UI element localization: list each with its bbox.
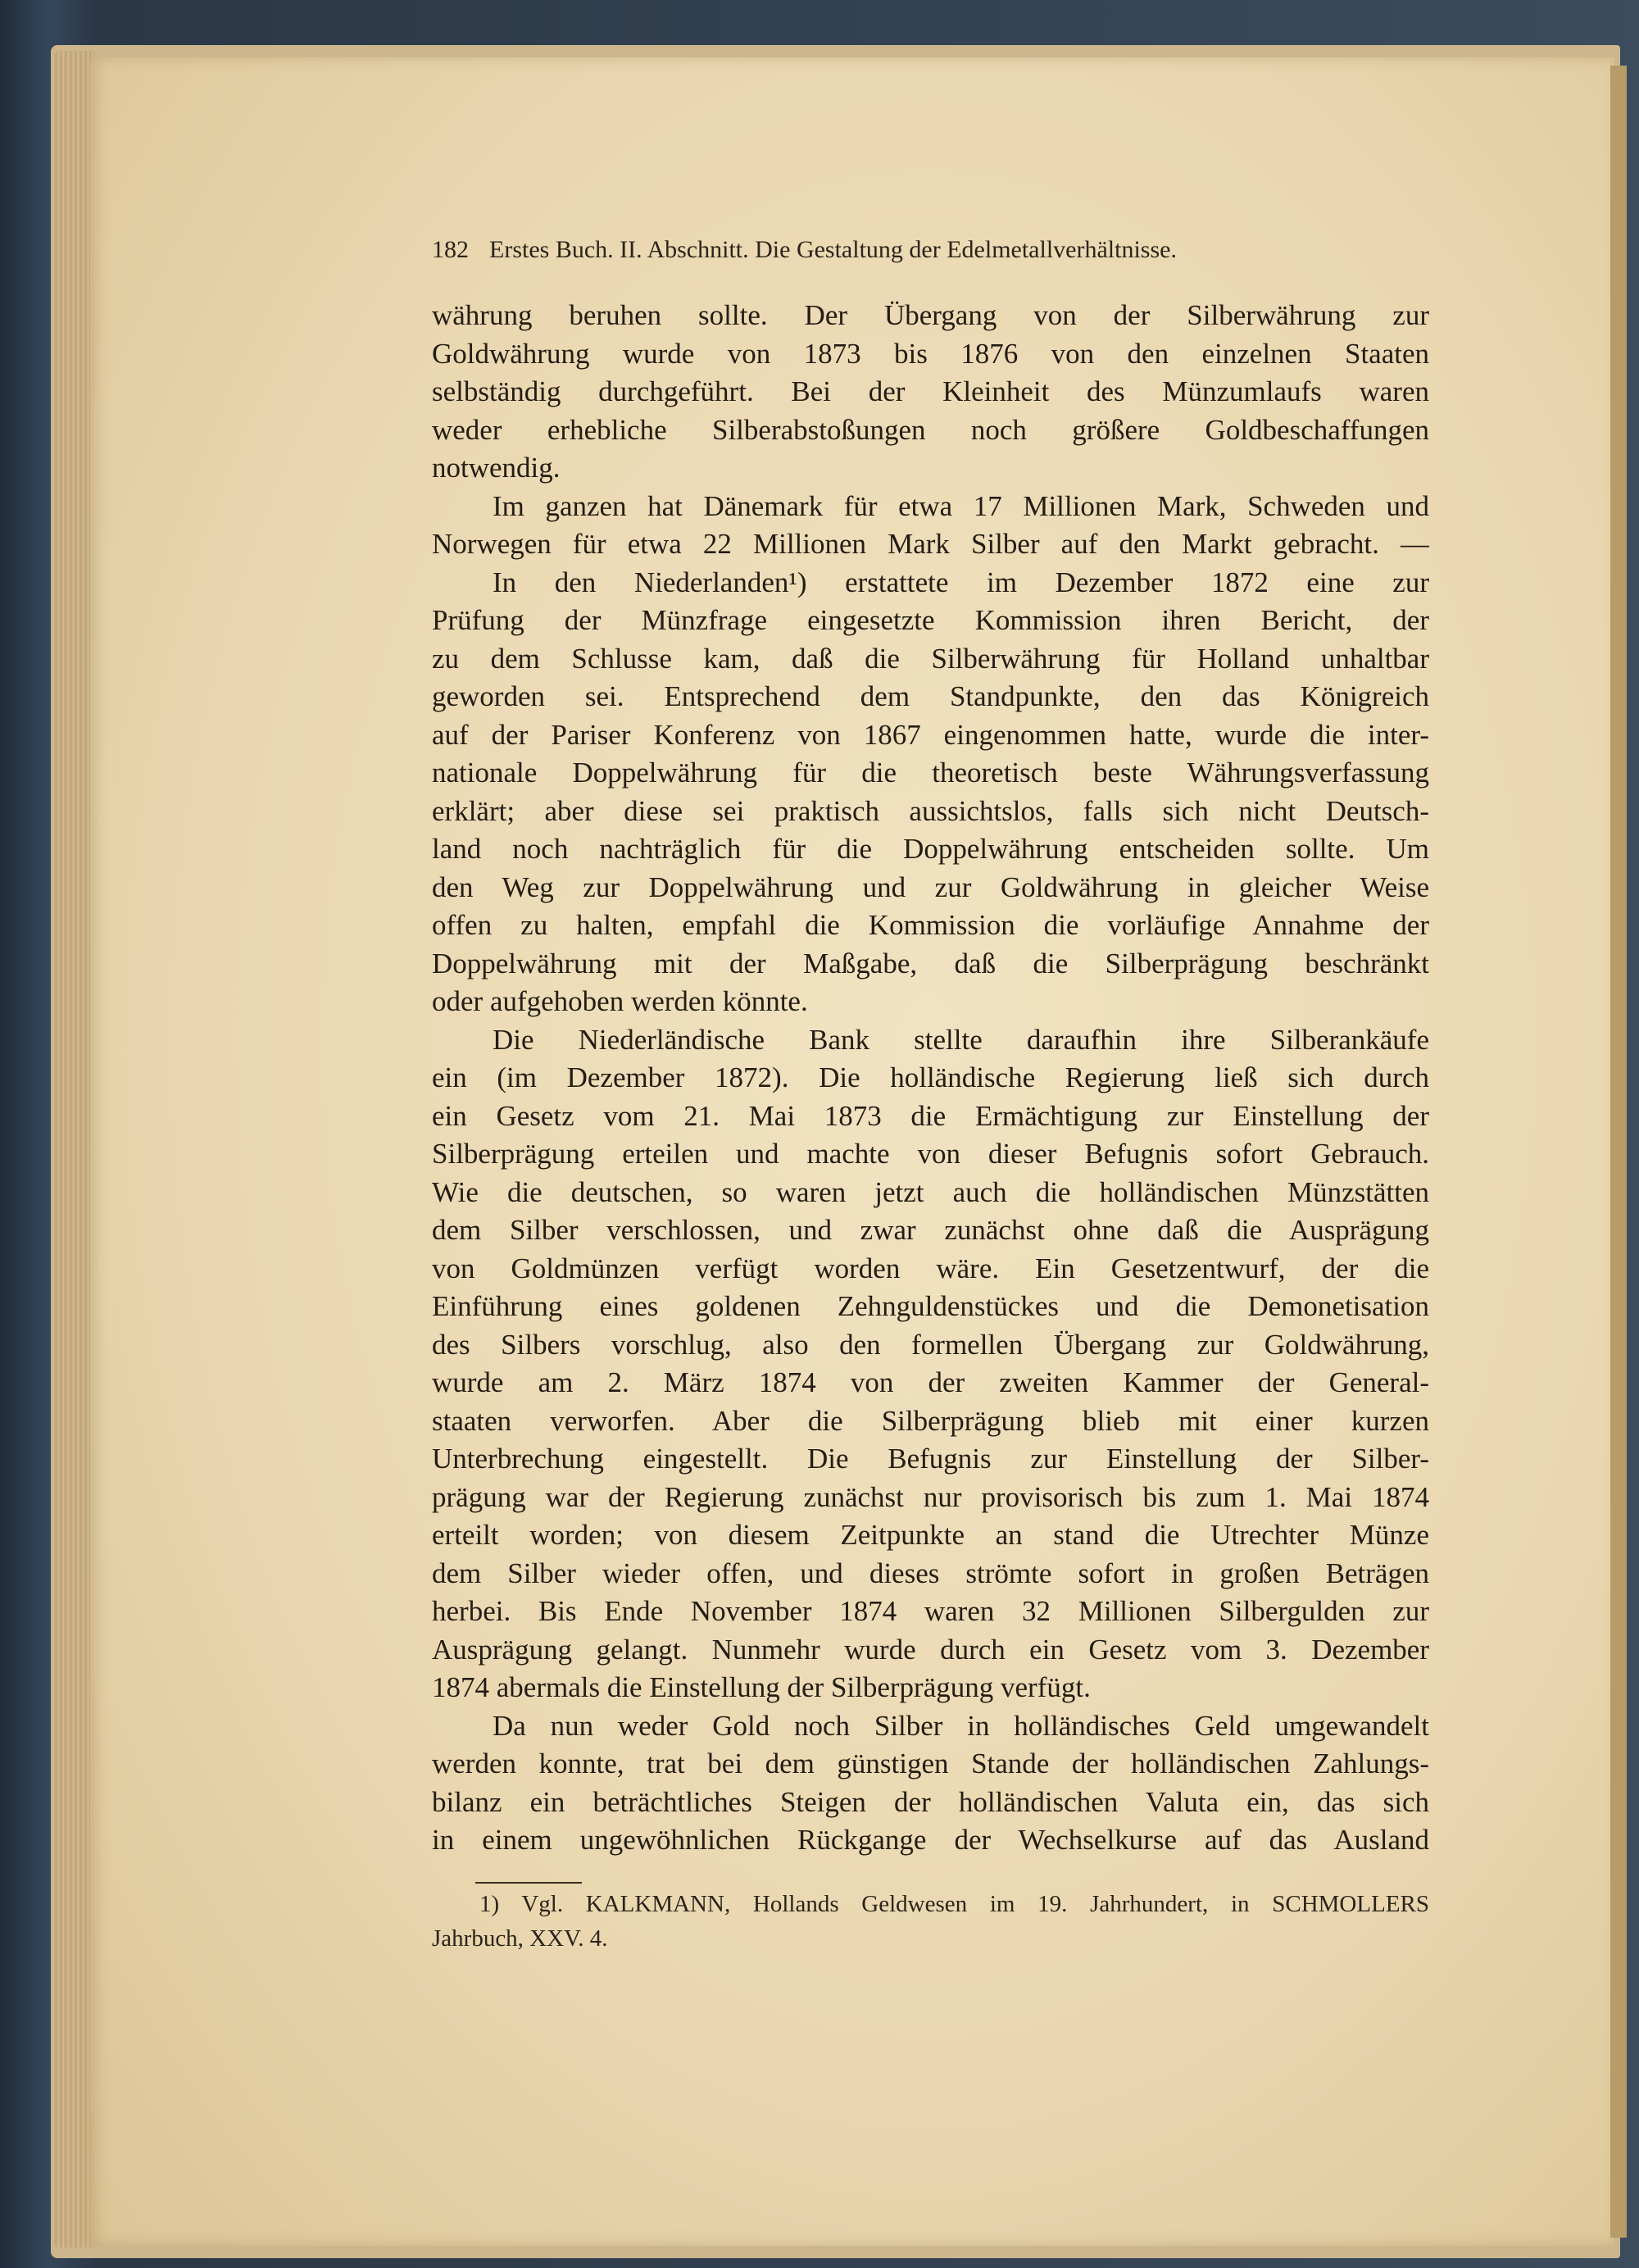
text-line: geworden sei. Entsprechend dem Standpunkte, den das Königreich: [432, 680, 1429, 712]
text-line: Ausprägung gelangt. Nunmehr wurde durch ein Gesetz vom 3. Dezember: [432, 1633, 1429, 1666]
text-line: prägung war der Regierung zunächst nur provisorisch bis zum 1. Mai 1874: [432, 1480, 1429, 1513]
text-line: herbei. Bis Ende November 1874 waren 32 Millionen Silbergulden zur: [432, 1595, 1429, 1627]
text-line: oder aufgehoben werden könnte.: [432, 985, 808, 1017]
footnote-line: Jahrbuch, XXV. 4.: [432, 1925, 608, 1952]
text-line: staaten verworfen. Aber die Silberprägung blieb mit einer kurzen: [432, 1404, 1429, 1437]
body-text: [432, 297, 1429, 1860]
text-line: Die Niederländische Bank stellte daraufhin ihre Silberankäufe: [493, 1023, 1429, 1056]
text-line: Prüfung der Münzfrage eingesetzte Kommission ihren Bericht, der: [432, 604, 1429, 636]
text-line: land noch nachträglich für die Doppelwährung entscheiden sollte. Um: [432, 833, 1429, 865]
text-line: Im ganzen hat Dänemark für etwa 17 Millionen Mark, Schweden und: [493, 489, 1429, 522]
text-line: werden konnte, trat bei dem günstigen Stande der holländischen Zahlungs-: [432, 1748, 1429, 1779]
text-line: Wie die deutschen, so waren jetzt auch die holländischen Münzstätten: [432, 1175, 1429, 1208]
text-line: Einführung eines goldenen Zehnguldenstückes und die Demonetisation: [432, 1290, 1429, 1322]
text-line: notwendig.: [432, 452, 561, 484]
text-line: 1874 abermals die Einstellung der Silberprägung verfügt.: [432, 1671, 1091, 1703]
text-line: Unterbrechung eingestellt. Die Befugnis zur Einstellung der Silber-: [432, 1443, 1429, 1475]
text-line: den Weg zur Doppelwährung und zur Goldwährung in gleicher Weise: [432, 870, 1429, 903]
page-edges: [54, 51, 95, 2248]
text-line: zu dem Schlusse kam, daß die Silberwährung für Holland unhaltbar: [432, 642, 1429, 675]
text-line: Silberprägung erteilen und machte von dieser Befugnis sofort Gebrauch.: [432, 1138, 1429, 1170]
text-line: auf der Pariser Konferenz von 1867 eingenommen hatte, wurde die inter-: [432, 718, 1429, 751]
text-line: offen zu halten, empfahl die Kommission die vorläufige Annahme der: [432, 909, 1429, 941]
text-line: weder erhebliche Silberabstoßungen noch größere Goldbeschaffungen: [432, 413, 1429, 446]
text-line: ein (im Dezember 1872). Die holländische Regierung ließ sich durch: [432, 1061, 1429, 1093]
text-line: wurde am 2. März 1874 von der zweiten Kammer der General-: [432, 1366, 1429, 1398]
text-line: währung beruhen sollte. Der Übergang von der Silberwährung zur: [432, 299, 1429, 331]
footnote: [432, 1887, 1429, 1956]
text-line: des Silbers vorschlug, also den formellen Übergang zur Goldwährung,: [432, 1328, 1429, 1361]
text-line: Norwegen für etwa 22 Millionen Mark Silber auf den Markt gebracht. —: [432, 528, 1429, 560]
text-line: Da nun weder Gold noch Silber in holländisches Geld umgewandelt: [493, 1709, 1429, 1742]
footnote-line: 1) Vgl. KALKMANN, Hollands Geldwesen im 19. Jahrhundert, in SCHMOLLERS: [479, 1891, 1429, 1917]
text-line: in einem ungewöhnlichen Rückgange der Wechselkurse auf das Ausland: [432, 1824, 1429, 1856]
running-header: [432, 236, 1374, 269]
running-title: Erstes Buch. II. Abschnitt. Die Gestaltung der Edelmetallverhältnisse.: [489, 236, 1177, 263]
text-line: Doppelwährung mit der Maßgabe, daß die Silberprägung beschränkt: [432, 947, 1429, 979]
page-number: 182: [432, 236, 469, 263]
text-line: dem Silber wieder offen, und dieses strömte sofort in großen Beträgen: [432, 1557, 1429, 1589]
text-line: nationale Doppelwährung für die theoretisch beste Währungsverfassung: [432, 757, 1429, 789]
page-gutter: [1610, 66, 1627, 2238]
text-line: In den Niederlanden¹) erstattete im Dezember 1872 eine zur: [493, 566, 1429, 598]
footnote-rule: [475, 1882, 582, 1884]
text-line: von Goldmünzen verfügt worden wäre. Ein Gesetzentwurf, der die: [432, 1252, 1429, 1284]
text-line: bilanz ein beträchtliches Steigen der holländischen Valuta ein, das sich: [432, 1785, 1429, 1818]
text-line: erteilt worden; von diesem Zeitpunkte an stand die Utrechter Münze: [432, 1519, 1429, 1551]
text-line: selbständig durchgeführt. Bei der Kleinheit des Münzumlaufs waren: [432, 375, 1429, 407]
text-line: erklärt; aber diese sei praktisch aussichtslos, falls sich nicht Deutsch-: [432, 794, 1429, 827]
text-line: Goldwährung wurde von 1873 bis 1876 von den einzelnen Staaten: [432, 337, 1429, 370]
text-line: ein Gesetz vom 21. Mai 1873 die Ermächtigung zur Einstellung der: [432, 1099, 1429, 1132]
text-line: dem Silber verschlossen, und zwar zunächst ohne daß die Ausprägung: [432, 1214, 1429, 1246]
